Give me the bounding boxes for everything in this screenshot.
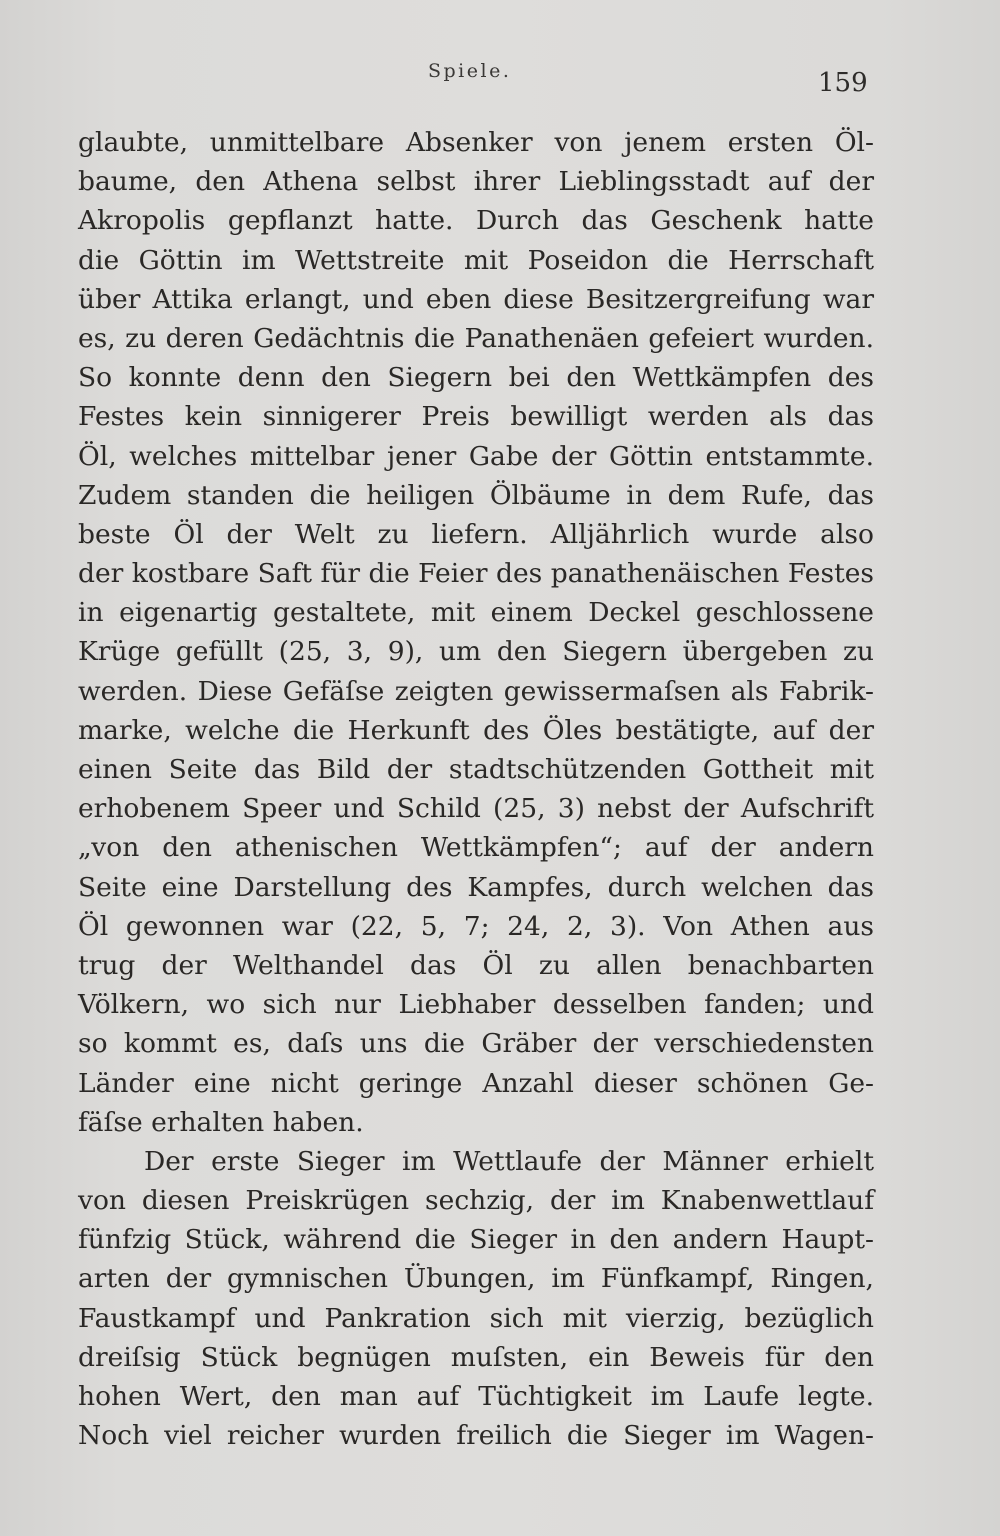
text-line: baume, den Athena selbst ihrer Lieblingsstadt auf der xyxy=(78,166,874,198)
text-line: „von den athenischen Wettkämpfen“; auf der andern xyxy=(78,832,874,864)
text-line: So konnte denn den Siegern bei den Wettkämpfen des xyxy=(78,362,874,394)
text-line: arten der gymnischen Übungen, im Fünfkampf, Ringen, xyxy=(78,1263,874,1295)
text-line: Der erste Sieger im Wettlaufe der Männer erhielt xyxy=(144,1145,874,1177)
text-line: hohen Wert, den man auf Tüchtigkeit im Laufe legte. xyxy=(78,1381,874,1412)
running-head: Spiele. xyxy=(428,60,512,82)
text-line: so kommt es, daſs uns die Gräber der verschiedensten xyxy=(78,1028,874,1060)
text-line: Faustkampf und Pankration sich mit vierzig, bezüglich xyxy=(78,1302,874,1334)
text-line: glaubte, unmittelbare Absenker von jenem ersten Öl- xyxy=(78,127,874,158)
text-line: marke, welche die Herkunft des Öles bestätigte, auf der xyxy=(78,714,874,746)
body-text xyxy=(78,123,874,1455)
text-line: Zudem standen die heiligen Ölbäume in dem Rufe, das xyxy=(78,479,874,511)
text-line: fünfzig Stück, während die Sieger in den andern Haupt- xyxy=(78,1224,874,1256)
text-line: Akropolis gepflanzt hatte. Durch das Geschenk hatte xyxy=(78,205,874,237)
text-line: fäſse erhalten haben. xyxy=(78,1106,364,1138)
text-line: Festes kein sinnigerer Preis bewilligt werden als das xyxy=(78,401,874,433)
text-line: Völkern, wo sich nur Liebhaber desselben fanden; und xyxy=(78,989,874,1021)
text-line: erhobenem Speer und Schild (25, 3) nebst der Aufschrift xyxy=(78,793,874,825)
page-number: 159 xyxy=(818,68,868,98)
text-line: von diesen Preiskrügen sechzig, der im Knabenwettlauf xyxy=(78,1185,874,1217)
text-line: Seite eine Darstellung des Kampfes, durch welchen das xyxy=(78,871,874,903)
text-line: über Attika erlangt, und eben diese Besitzergreifung war xyxy=(78,283,874,315)
text-line: beste Öl der Welt zu liefern. Alljährlich wurde also xyxy=(78,518,874,550)
text-line: einen Seite das Bild der stadtschützenden Gottheit mit xyxy=(78,754,874,785)
text-line: Länder eine nicht geringe Anzahl dieser schönen Ge- xyxy=(78,1067,874,1099)
text-line: Noch viel reicher wurden freilich die Sieger im Wagen- xyxy=(78,1420,874,1452)
text-line: in eigenartig gestaltete, mit einem Deckel geschlossene xyxy=(78,597,874,629)
text-line: werden. Diese Gefäſse zeigten gewissermaſsen als Fabrik- xyxy=(78,675,874,707)
text-line: die Göttin im Wettstreite mit Poseidon die Herrschaft xyxy=(78,244,874,276)
text-line: trug der Welthandel das Öl zu allen benachbarten xyxy=(78,949,874,981)
text-line: es, zu deren Gedächtnis die Panathenäen gefeiert wurden. xyxy=(78,322,874,354)
text-line: Öl gewonnen war (22, 5, 7; 24, 2, 3). Von Athen aus xyxy=(78,910,874,942)
text-line: Krüge gefüllt (25, 3, 9), um den Siegern übergeben zu xyxy=(78,636,874,668)
text-line: dreiſsig Stück begnügen muſsten, ein Beweis für den xyxy=(78,1341,874,1373)
text-line: Öl, welches mittelbar jener Gabe der Göttin entstammte. xyxy=(78,440,874,472)
text-line: der kostbare Saft für die Feier des panathenäischen Festes xyxy=(78,558,874,590)
